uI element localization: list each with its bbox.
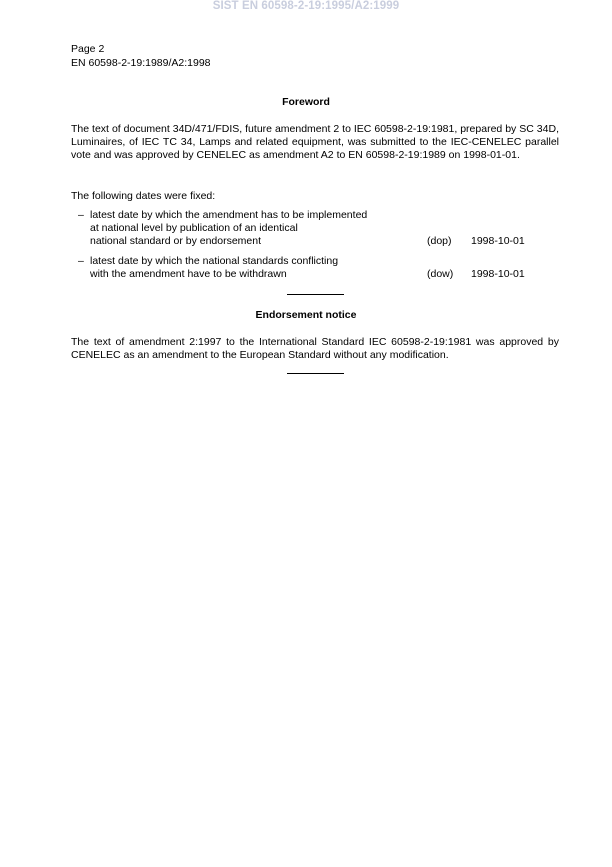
foreword-paragraph: The text of document 34D/471/FDIS, future amendment 2 to IEC 60598-2-19:1981, prepared by SC 34D, Luminaires, of IEC TC 34, Lamps and related equipment, was submitted to the IEC-CENELEC parallel vote and was approved by CENELEC as amendment A2 to EN 60598-2-19:1989 on 1998-01-01.	[71, 123, 559, 162]
dates-intro: The following dates were fixed:	[71, 190, 216, 202]
watermark: SIST EN 60598-2-19:1995/A2:1999	[212, 0, 400, 12]
page-header	[71, 42, 211, 70]
date-code: (dow)	[427, 267, 454, 280]
list-dash: –	[78, 254, 84, 267]
endorsement-paragraph: The text of amendment 2:1997 to the International Standard IEC 60598-2-19:1981 was approved by CENELEC as an amendment to the European Standard without any modification.	[71, 336, 559, 362]
foreword-title: Foreword	[282, 96, 330, 108]
date-item-line: latest date by which the amendment has to be implemented	[90, 209, 368, 221]
dates-list	[78, 209, 548, 281]
date-item-text	[90, 255, 427, 281]
endorsement-title: Endorsement notice	[255, 309, 357, 321]
date-value: 1998-10-01	[471, 235, 525, 248]
date-item-text	[90, 209, 427, 249]
date-item-line: with the amendment have to be withdrawn	[90, 267, 287, 280]
date-item-dow	[78, 255, 548, 281]
date-item-line: latest date by which the national standards conflicting	[90, 254, 339, 267]
end-rule	[287, 373, 344, 374]
page-number: Page 2	[71, 43, 105, 55]
date-item-line: national standard or by endorsement	[90, 235, 262, 248]
date-item-line: at national level by publication of an identical	[90, 222, 298, 235]
date-code: (dop)	[427, 235, 452, 248]
date-item-dop	[78, 209, 548, 249]
date-value: 1998-10-01	[471, 267, 525, 280]
separator-rule	[287, 294, 344, 295]
list-dash: –	[78, 209, 84, 221]
document-id: EN 60598-2-19:1989/A2:1998	[71, 57, 211, 69]
